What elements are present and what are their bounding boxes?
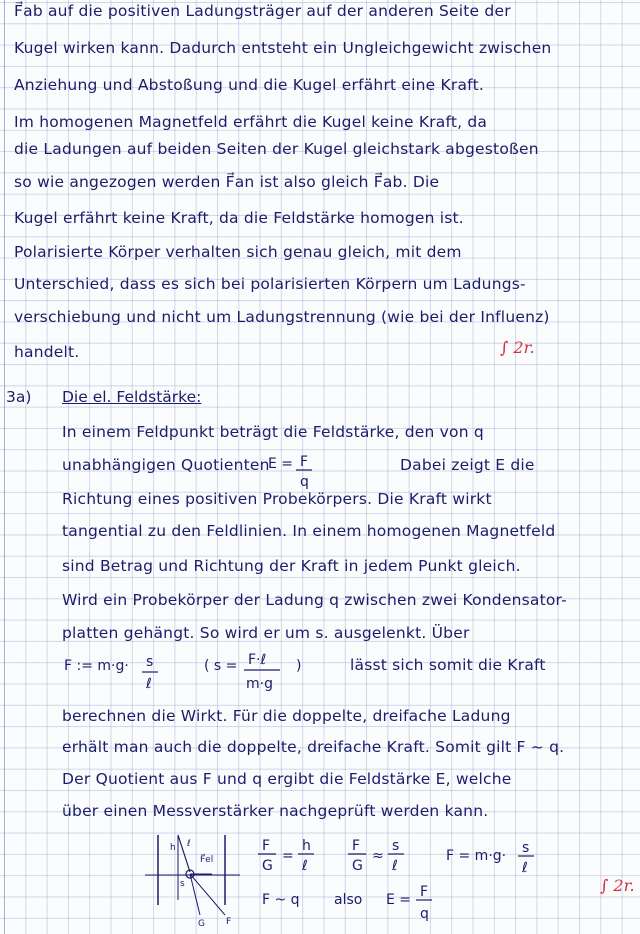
svg-text:F: F [352, 838, 361, 854]
text-line: In einem Feldpunkt beträgt die Feldstärke, den von q [62, 423, 484, 441]
text-line: lässt sich somit die Kraft [350, 656, 546, 674]
text-line: Der Quotient aus F und q ergibt die Feldstärke E, welche [62, 770, 512, 788]
text-line: F⃗ab auf die positiven Ladungsträger auf der anderen Seite der [14, 2, 511, 20]
svg-text:F = m·g·: F = m·g· [446, 848, 507, 864]
text-line: so wie angezogen werden F⃗an ist also gleich F⃗ab. Die [14, 173, 440, 191]
formula-ratio-1 [258, 838, 314, 874]
text-line: Kugel wirken kann. Dadurch entsteht ein Ungleichgewicht zwischen [14, 39, 552, 57]
text-line: unabhängigen Quotienten [62, 456, 270, 474]
correction-mark: ∫ 2r. [600, 876, 635, 895]
svg-text:F: F [420, 884, 429, 900]
label-h: h [170, 843, 176, 853]
pendulum-diagram [145, 835, 240, 929]
svg-text:ℓ: ℓ [392, 858, 398, 874]
text-line: die Ladungen auf beiden Seiten der Kugel gleichstark abgestoßen [14, 140, 539, 158]
svg-text:s: s [146, 654, 154, 670]
label-l: ℓ [187, 839, 191, 849]
formula-force [64, 654, 158, 692]
svg-text:F: F [300, 454, 309, 470]
correction-mark: ∫ 2r. [500, 338, 535, 357]
label-g: G [198, 919, 205, 929]
svg-text:=: = [282, 848, 294, 864]
section-number: 3a) [6, 388, 32, 406]
svg-text:s: s [522, 840, 530, 856]
svg-text:F·ℓ: F·ℓ [248, 652, 267, 668]
formula-e-definition [268, 454, 312, 490]
svg-text:): ) [296, 658, 302, 674]
svg-text:q: q [300, 474, 309, 490]
svg-text:m·g: m·g [246, 676, 273, 692]
label-s: s [180, 879, 185, 889]
svg-text:E =: E = [386, 892, 412, 908]
svg-text:G: G [352, 858, 363, 874]
formula-conclusion [262, 884, 432, 922]
svg-text:also: also [334, 892, 363, 908]
svg-text:G: G [262, 858, 273, 874]
text-line: über einen Messverstärker nachgeprüft werden kann. [62, 802, 489, 820]
svg-text:q: q [420, 906, 429, 922]
svg-text:ℓ: ℓ [522, 860, 528, 876]
text-line: platten gehängt. So wird er um s. ausgelenkt. Über [62, 624, 470, 642]
svg-text:E =: E = [268, 456, 294, 472]
label-f: F [226, 917, 232, 927]
svg-text:F ~ q: F ~ q [262, 892, 300, 908]
svg-text:h: h [302, 838, 311, 854]
label-fel: F⃗el [200, 855, 214, 865]
text-line: Kugel erfährt keine Kraft, da die Feldstärke homogen ist. [14, 209, 464, 227]
formula-force-2 [446, 840, 534, 876]
text-line: Polarisierte Körper verhalten sich genau gleich, mit dem [14, 243, 462, 261]
text-line: berechnen die Wirkt. Für die doppelte, dreifache Ladung [62, 707, 511, 725]
text-line: Im homogenen Magnetfeld erfährt die Kugel keine Kraft, da [14, 113, 488, 131]
svg-text:( s =: ( s = [204, 658, 238, 674]
text-line: Dabei zeigt E die [400, 456, 535, 474]
svg-text:ℓ: ℓ [302, 858, 308, 874]
svg-text:ℓ: ℓ [146, 676, 152, 692]
svg-text:F := m·g·: F := m·g· [64, 658, 129, 674]
section-heading: Die el. Feldstärke: [62, 388, 202, 406]
svg-text:≈: ≈ [372, 848, 384, 864]
text-line: erhält man auch die doppelte, dreifache Kraft. Somit gilt F ~ q. [62, 738, 565, 756]
text-line: handelt. [14, 343, 80, 361]
svg-text:s: s [392, 838, 400, 854]
text-line: tangential zu den Feldlinien. In einem homogenen Magnetfeld [62, 522, 556, 540]
formula-s-definition [204, 652, 301, 692]
text-line: sind Betrag und Richtung der Kraft in jedem Punkt gleich. [62, 557, 521, 575]
text-line: Unterschied, dass es sich bei polarisierten Körpern um Ladungs- [14, 275, 526, 293]
text-line: Anziehung und Abstoßung und die Kugel erfährt eine Kraft. [14, 76, 484, 94]
text-line: Wird ein Probekörper der Ladung q zwischen zwei Kondensator- [62, 591, 567, 609]
formula-ratio-2 [348, 838, 404, 874]
text-line: Richtung eines positiven Probekörpers. Die Kraft wirkt [62, 490, 492, 508]
text-line: verschiebung und nicht um Ladungstrennung (wie bei der Influenz) [14, 308, 550, 326]
svg-text:F: F [262, 838, 271, 854]
